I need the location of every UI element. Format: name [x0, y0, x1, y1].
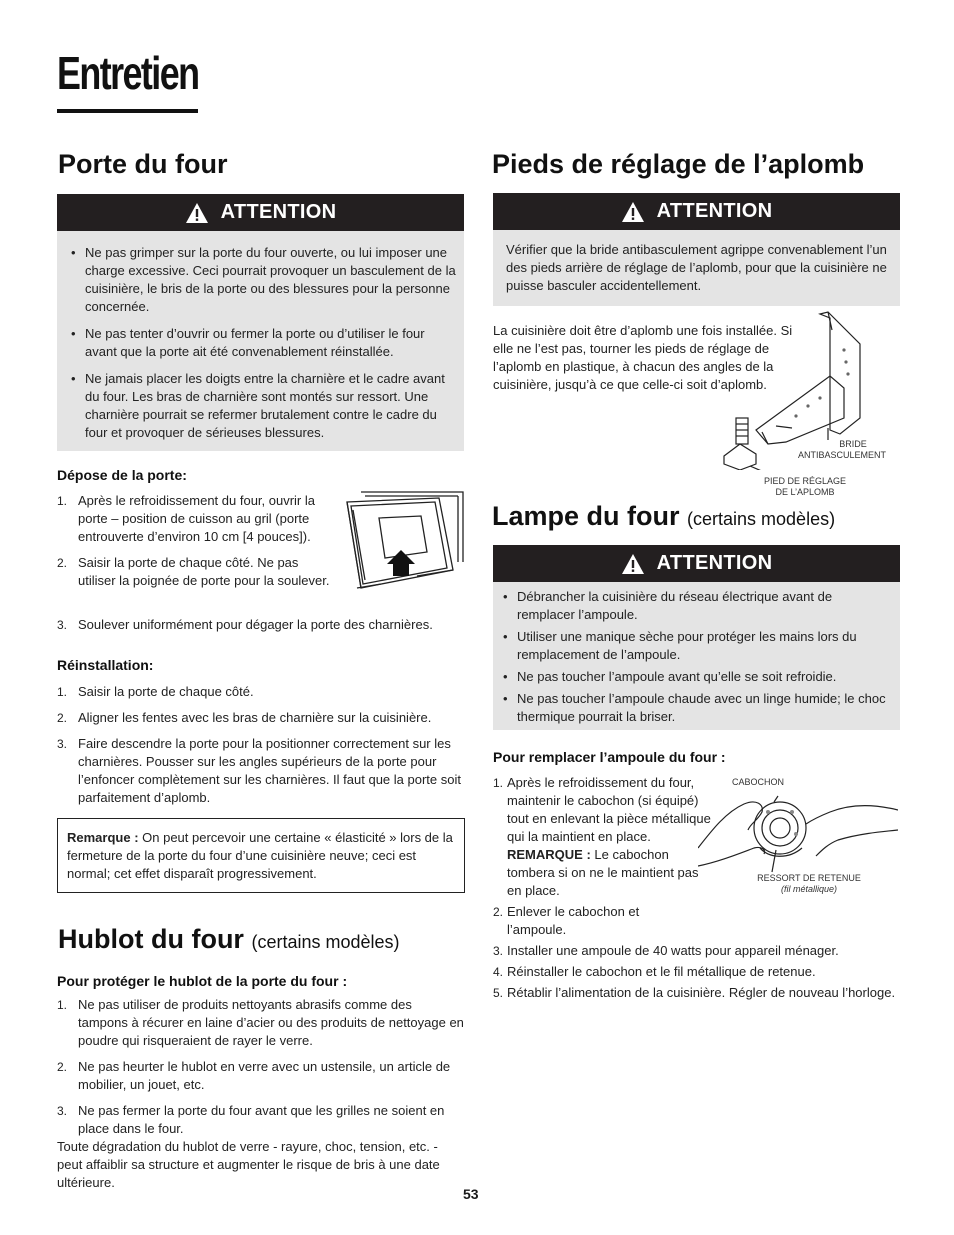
reinstall-heading: Réinstallation:: [57, 657, 154, 673]
oven-lamp-attention-box: [493, 582, 900, 730]
list-item: 4. Réinstaller le cabochon et le fil métallique de retenue.: [493, 964, 816, 979]
oven-lamp-heading: [492, 503, 835, 530]
note-label: Remarque :: [67, 830, 139, 845]
list-item: 2. Enlever le cabochon et l’ampoule.: [493, 904, 640, 937]
leveling-attention-box: Vérifier que la bride antibasculement agrippe convenablement l’un des pieds arrière de réglage de l’aplomb, pour que la cuisinière ne puisse basculer accidentellement.: [493, 230, 900, 306]
oven-window-steps: [57, 996, 464, 1146]
list-item: 3. Soulever uniformément pour dégager la porte des charnières.: [57, 617, 433, 632]
attention-bar: [493, 545, 900, 582]
attention-item: • Ne pas grimper sur la porte du four ouverte, ou lui imposer une charge excessive. Ceci pourrait provoquer un basculement de la cuisinière, le bris de la porte ou des blessures pour la personne concernée.: [61, 244, 458, 316]
attention-item: • Ne pas tenter d’ouvrir ou fermer la porte ou d’utiliser le four avant que la porte ait été convenablement réinstallée.: [61, 325, 458, 361]
note-text: On peut percevoir une certaine « élasticité » lors de la fermeture de la porte du four d’une cuisinière neuve; ceci est normal; cet effet disparaît progressivement.: [67, 830, 453, 881]
list-item: 2. Aligner les fentes avec les bras de charnière sur la cuisinière.: [57, 710, 432, 725]
list-item: 1. Saisir la porte de chaque côté.: [57, 684, 254, 699]
note-box: [57, 818, 465, 893]
oven-lamp-heading-main: Lampe du four: [492, 501, 680, 531]
door-removal-heading: Dépose de la porte:: [57, 467, 187, 483]
spring-label-line-1: RESSORT DE RETENUE: [757, 873, 861, 883]
list-item: 3. Ne pas fermer la porte du four avant que les grilles ne soient en place dans le four.: [57, 1103, 445, 1136]
list-item: 1. Ne pas utiliser de produits nettoyants abrasifs comme des tampons à récurer en laine d’acier ou des produits de nettoyage en poudre qui risqueraient de rayer le verre.: [57, 997, 464, 1048]
reinstall-steps: [57, 683, 464, 815]
step-1-text: Après le refroidissement du four, maintenir le cabochon (si équipé) tout en enlevant la pièce métallique qui la maintient en place.: [507, 775, 711, 844]
attention-item: • Débrancher la cuisinière du réseau électrique avant de remplacer l’ampoule.: [493, 588, 890, 624]
cover-label: CABOCHON: [731, 777, 784, 787]
bracket-label-line-1: BRIDE: [839, 439, 867, 449]
oven-lamp-heading-small: (certains modèles): [687, 509, 836, 529]
spring-label-line-2: (fil métallique): [780, 884, 838, 894]
list-item: 2. Ne pas heurter le hublot en verre avec un ustensile, un article de mobilier, un jouet, etc.: [57, 1059, 451, 1092]
attention-bar: [493, 193, 900, 230]
oven-window-closing-text: Toute dégradation du hublot de verre - rayure, choc, tension, etc. - peut affaiblir sa structure et augmenter le risque de bris à une date ultérieure.: [57, 1139, 440, 1190]
bracket-label-line-2: ANTIBASCULEMENT: [797, 450, 886, 460]
attention-item: • Ne pas toucher l’ampoule avant qu’elle se soit refroidie.: [493, 668, 890, 686]
door-removal-steps-1-2: [57, 492, 334, 598]
lamp-replacement-illustration: [698, 790, 898, 880]
title-underline: [57, 109, 198, 113]
list-item: 2. Saisir la porte de chaque côté. Ne pas utiliser la poignée de porte pour la soulever.: [57, 555, 330, 588]
oven-door-illustration: [343, 488, 467, 596]
foot-label-line-1: PIED DE RÉGLAGE: [763, 476, 847, 486]
oven-window-heading-main: Hublot du four: [58, 924, 244, 954]
replace-bulb-step-2: [493, 903, 653, 942]
leveling-body-text: La cuisinière doit être d’aplomb une fois installée. Si elle ne l’est pas, tourner les pieds de réglage de l’aplomb en plastique, à chacun des angles de la cuisinière, jusqu’à ce que celle-ci soit d’aplomb.: [493, 323, 793, 392]
attention-item: • Ne pas toucher l’ampoule chaude avec un linge humide; le choc thermique pourrait la briser.: [493, 690, 890, 726]
retaining-spring-label: [752, 873, 866, 895]
foot-label-line-2: DE L’APLOMB: [775, 487, 835, 497]
leveling-legs-heading: Pieds de réglage de l’aplomb: [492, 149, 865, 179]
attention-label: ATTENTION: [220, 201, 337, 223]
leveling-foot-label: [757, 476, 853, 498]
page-number: 53: [463, 1186, 479, 1202]
oven-window-heading: [58, 926, 400, 953]
door-removal-step-3: [57, 616, 464, 642]
replace-bulb-step-1: 1. Après le refroidissement du four, maintenir le cabochon (si équipé) tout en enlevant la pièce métallique qui la maintient en place. REMARQUE : Le cabochon tombera si on ne le maintient pas en place.: [493, 775, 711, 898]
warning-icon: [621, 201, 645, 223]
attention-item: • Ne jamais placer les doigts entre la charnière et le cadre avant du four. Les bras de charnière sont montés sur ressort. Une charnière pourrait se refermer brutalement contre le cadre du four et provoquer de sérieuses blessures.: [61, 370, 458, 442]
list-item: 3. Faire descendre la porte pour la positionner correctement sur les charnières. Pousser sur les angles supérieurs de la porte pour l’enfoncer complètement sur les charnières. Il faut que la porte soit parfaitement d’aplomb.: [57, 736, 461, 805]
list-item: 5. Rétablir l’alimentation de la cuisinière. Régler de nouveau l’horloge.: [493, 985, 896, 1000]
step-1-remark-text: Le cabochon tombera si on ne le maintient pas en place.: [507, 847, 699, 898]
attention-label: ATTENTION: [656, 552, 773, 574]
warning-icon: [621, 553, 645, 575]
oven-window-heading-small: (certains modèles): [251, 932, 400, 952]
warning-icon: [185, 202, 209, 224]
step-1-remark-label: REMARQUE :: [507, 847, 591, 862]
oven-window-subheading: Pour protéger le hublot de la porte du four :: [57, 973, 348, 989]
oven-door-attention-box: [57, 231, 464, 451]
replace-bulb-heading: Pour remplacer l’ampoule du four :: [493, 749, 726, 765]
replace-bulb-steps-3-5: [493, 942, 900, 1005]
attention-bar: [57, 194, 464, 231]
oven-door-heading: Porte du four: [58, 149, 228, 179]
attention-item: • Utiliser une manique sèche pour protéger les mains lors du remplacement de l’ampoule.: [493, 628, 890, 664]
list-item: 1. Après le refroidissement du four, ouvrir la porte – position de cuisson au gril (porte entrouverte d’environ 10 cm [4 pouces]).: [57, 493, 315, 544]
bracket-label: [790, 439, 886, 461]
attention-label: ATTENTION: [656, 200, 773, 222]
list-item: 3. Installer une ampoule de 40 watts pour appareil ménager.: [493, 943, 839, 958]
page-title: Entretien: [57, 47, 199, 99]
